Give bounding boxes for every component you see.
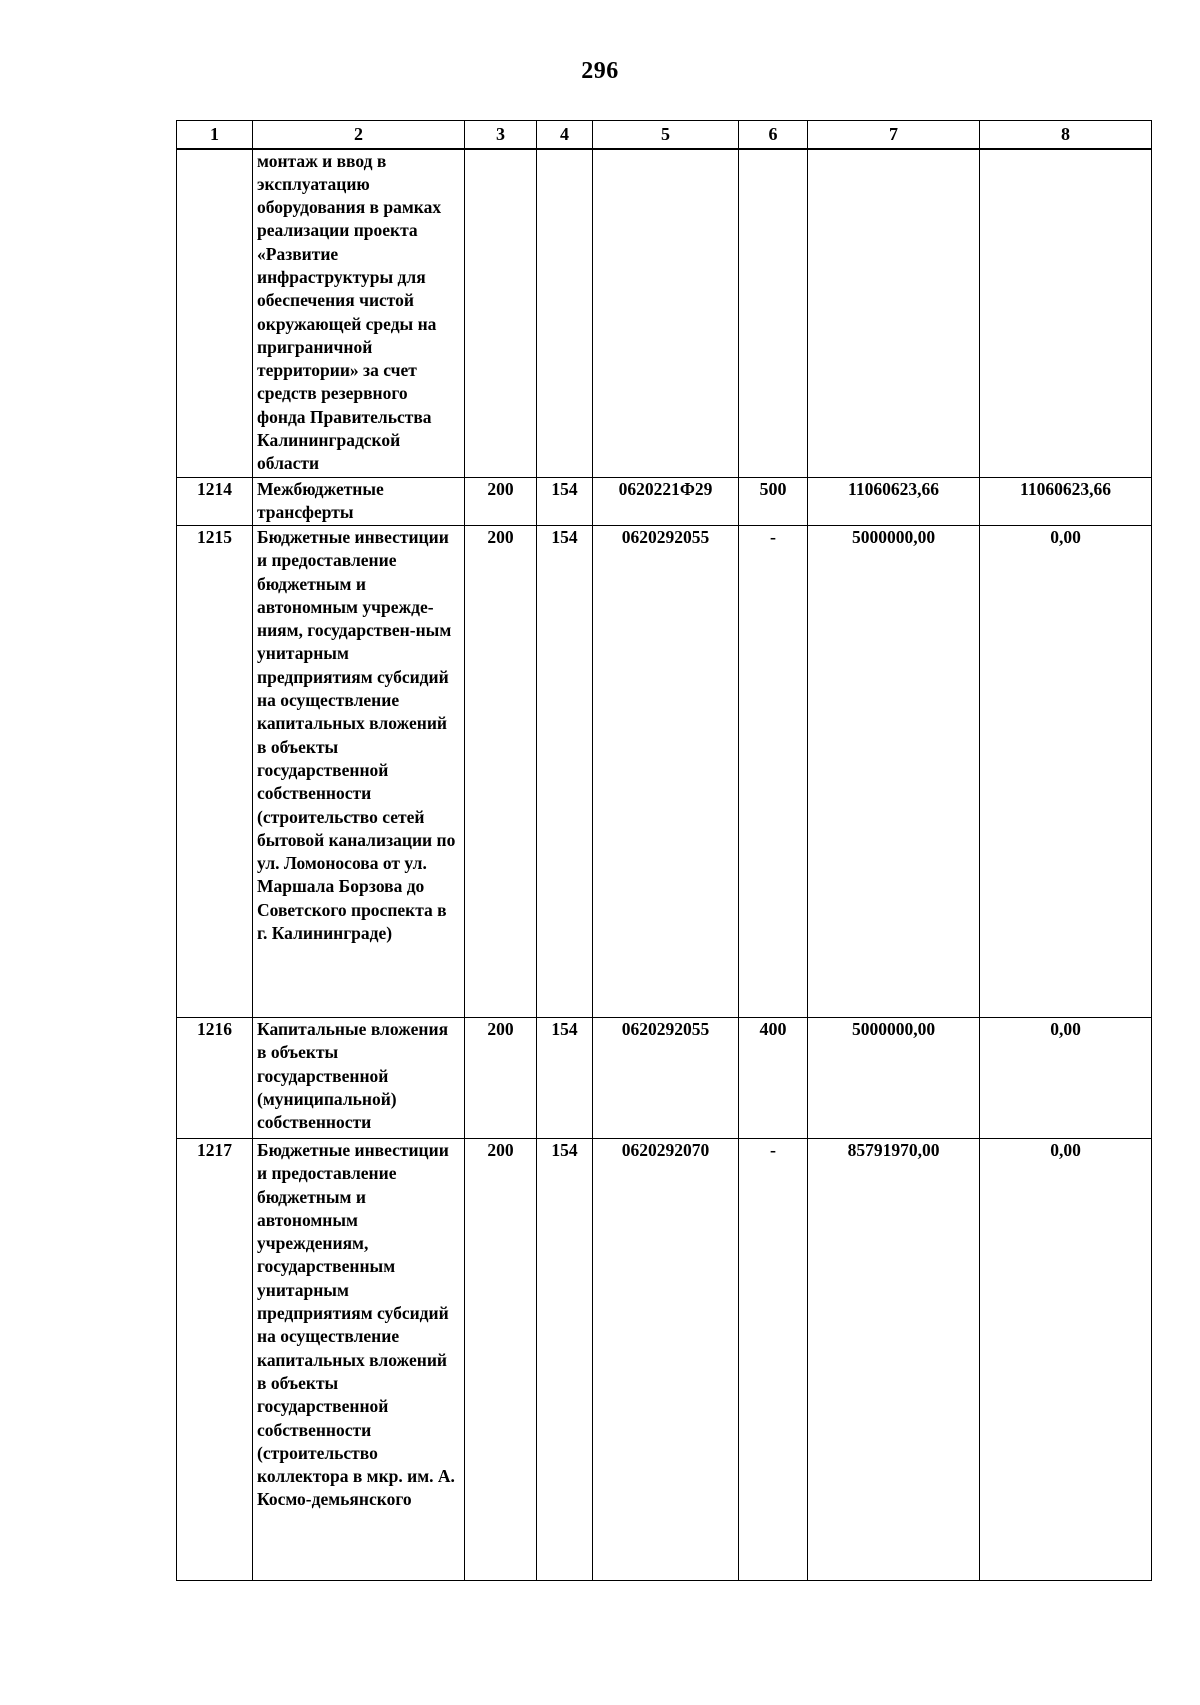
column-header: 5: [593, 121, 739, 149]
table-cell: 85791970,00: [808, 1139, 980, 1581]
column-header: 7: [808, 121, 980, 149]
table-cell: 154: [537, 1018, 593, 1139]
row-name-cell: монтаж и ввод в эксплуатацию оборудования в рамках реализации проекта «Развитие инфраструктуры для обеспечения чистой окружающей среды на приграничной территории» за счет средств резервного фонда Правительства Калининградской области: [253, 149, 465, 478]
table-cell: 11060623,66: [808, 478, 980, 526]
row-number-cell: 1215: [177, 526, 253, 1018]
table-row: [177, 526, 1152, 1018]
page-number: 296: [581, 58, 619, 84]
row-number-cell: 1217: [177, 1139, 253, 1581]
table-cell: 154: [537, 478, 593, 526]
table-cell: [465, 149, 537, 478]
table-cell: [593, 149, 739, 478]
column-header: 2: [253, 121, 465, 149]
row-name-cell: Бюджетные инвестиции и предоставление бюджетным и автономным учреждениям, государственным унитарным предприятиям субсидий на осуществление капитальных вложений в объекты государственной собственности (строительство коллектора в мкр. им. А. Космо-демьянского: [253, 1139, 465, 1581]
row-number-cell: [177, 149, 253, 478]
table-cell: 400: [739, 1018, 808, 1139]
row-number-cell: 1216: [177, 1018, 253, 1139]
table-row: [177, 1018, 1152, 1139]
table-cell: 0620292070: [593, 1139, 739, 1581]
column-header: 6: [739, 121, 808, 149]
column-header: 4: [537, 121, 593, 149]
table-cell: [739, 149, 808, 478]
table-cell: 200: [465, 1018, 537, 1139]
table-cell: 200: [465, 478, 537, 526]
table-cell: 0,00: [980, 526, 1152, 1018]
table-row: [177, 149, 1152, 478]
table-cell: 0620221Ф29: [593, 478, 739, 526]
table-cell: [808, 149, 980, 478]
row-number-cell: 1214: [177, 478, 253, 526]
table-cell: 5000000,00: [808, 1018, 980, 1139]
column-header: 1: [177, 121, 253, 149]
table-cell: 0620292055: [593, 1018, 739, 1139]
table-cell: 200: [465, 526, 537, 1018]
table-cell: 0,00: [980, 1018, 1152, 1139]
table-cell: [980, 149, 1152, 478]
table-cell: [537, 149, 593, 478]
row-name-cell: Межбюджетные трансферты: [253, 478, 465, 526]
table-cell: 500: [739, 478, 808, 526]
column-header: 3: [465, 121, 537, 149]
table-cell: 5000000,00: [808, 526, 980, 1018]
column-header: 8: [980, 121, 1152, 149]
table-cell: 0,00: [980, 1139, 1152, 1581]
table-cell: 0620292055: [593, 526, 739, 1018]
table-cell: 154: [537, 526, 593, 1018]
budget-table: [176, 120, 1152, 1581]
table-row: [177, 1139, 1152, 1581]
table-cell: 11060623,66: [980, 478, 1152, 526]
table-header-row: [177, 121, 1152, 149]
table-cell: 200: [465, 1139, 537, 1581]
row-name-cell: Капитальные вложения в объекты государственной (муниципальной) собственности: [253, 1018, 465, 1139]
row-name-cell: Бюджетные инвестиции и предоставление бюджетным и автономным учрежде-ниям, государствен-ным унитарным предприятиям субсидий на осуществление капитальных вложений в объекты государственной собственности (строительство сетей бытовой канализации по ул. Ломоносова от ул. Маршала Борзова до Советского проспекта в г. Калининграде): [253, 526, 465, 1018]
table-cell: -: [739, 526, 808, 1018]
table-row: [177, 478, 1152, 526]
table-cell: -: [739, 1139, 808, 1581]
table-cell: 154: [537, 1139, 593, 1581]
